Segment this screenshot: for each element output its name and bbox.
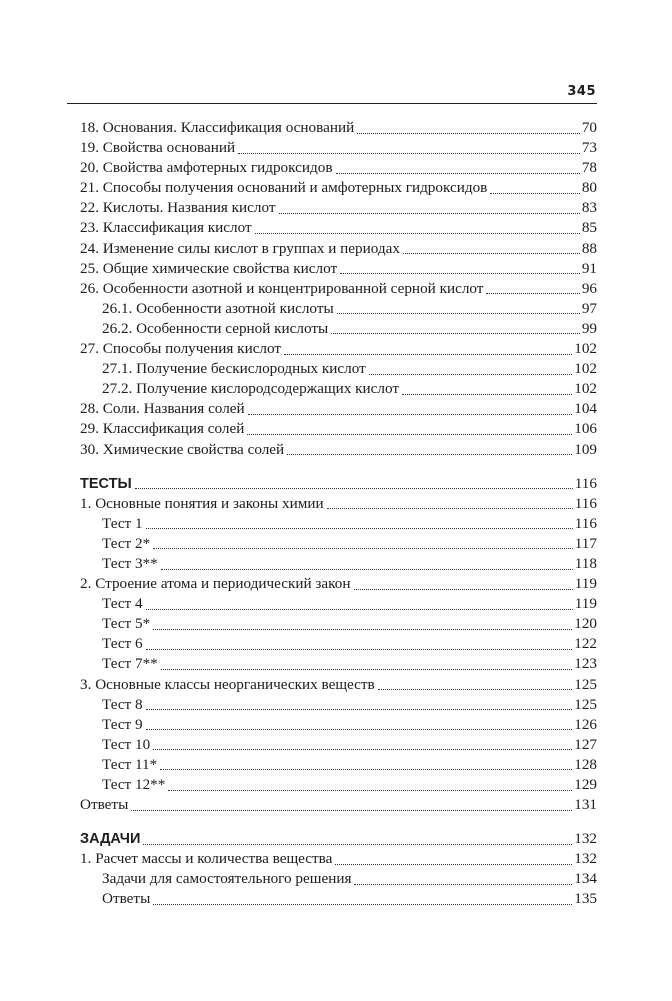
toc-entry-page: 135 bbox=[574, 890, 597, 908]
toc-entry-label: 29. Классификация солей bbox=[80, 420, 245, 438]
toc-entry-page: 78 bbox=[581, 159, 597, 177]
toc-entry[interactable] bbox=[80, 118, 597, 138]
dot-leader bbox=[135, 488, 573, 489]
toc-entry-page: 131 bbox=[574, 796, 597, 814]
toc-entry-page: 104 bbox=[574, 400, 597, 418]
toc-entry-page: 119 bbox=[574, 595, 597, 613]
toc-entry-label: Ответы bbox=[80, 796, 129, 814]
toc-entry-label: ТЕСТЫ bbox=[80, 475, 132, 492]
dot-leader bbox=[168, 790, 572, 791]
dot-leader bbox=[337, 313, 580, 314]
toc-entry[interactable] bbox=[80, 775, 597, 795]
section-gap bbox=[80, 460, 597, 474]
toc-entry-label: 27.2. Получение кислородсодержащих кислот bbox=[102, 380, 400, 398]
toc-entry-label: 26.2. Особенности серной кислоты bbox=[102, 319, 329, 337]
dot-leader bbox=[335, 864, 572, 865]
toc-entry[interactable] bbox=[80, 634, 597, 654]
toc-entry[interactable] bbox=[80, 614, 597, 634]
toc-entry[interactable] bbox=[80, 849, 597, 869]
toc-entry-page: 99 bbox=[581, 319, 597, 337]
toc-entry-page: 118 bbox=[574, 554, 597, 572]
toc-entry-label: 27.1. Получение бескислородных кислот bbox=[102, 360, 366, 378]
header-rule bbox=[67, 103, 597, 104]
toc-entry[interactable] bbox=[80, 654, 597, 674]
dot-leader bbox=[255, 233, 580, 234]
toc-entry-label: 19. Свойства оснований bbox=[80, 139, 236, 157]
toc-entry-label: Тест 11* bbox=[102, 755, 158, 773]
toc-section-heading[interactable] bbox=[80, 829, 597, 849]
toc-section-heading[interactable] bbox=[80, 474, 597, 494]
dot-leader bbox=[354, 589, 573, 590]
toc-entry-page: 97 bbox=[581, 299, 597, 317]
toc-entry-page: 125 bbox=[574, 695, 597, 713]
toc-entry[interactable] bbox=[80, 379, 597, 399]
toc-entry-page: 102 bbox=[574, 340, 597, 358]
toc-entry-page: 106 bbox=[574, 420, 597, 438]
toc-entry-label: Тест 12** bbox=[102, 776, 166, 793]
dot-leader bbox=[248, 414, 573, 415]
dot-leader bbox=[161, 669, 572, 670]
toc-entry[interactable] bbox=[80, 869, 597, 889]
dot-leader bbox=[143, 844, 572, 845]
toc-entry[interactable] bbox=[80, 440, 597, 460]
toc-entry-label: 1. Расчет массы и количества вещества bbox=[80, 850, 333, 868]
toc-entry[interactable] bbox=[80, 715, 597, 735]
toc-entry-label: 25. Общие химические свойства кислот bbox=[80, 259, 338, 277]
dot-leader bbox=[146, 528, 573, 529]
toc-entry-page: 122 bbox=[574, 635, 597, 653]
toc-entry[interactable] bbox=[80, 735, 597, 755]
toc-entry-label: 28. Соли. Названия солей bbox=[80, 400, 245, 418]
toc-entry-label: 22. Кислоты. Названия кислот bbox=[80, 199, 276, 217]
toc-entry-page: 70 bbox=[581, 119, 597, 136]
dot-leader bbox=[160, 769, 572, 770]
toc-entry-label: Задачи для самостоятельного решения bbox=[102, 870, 352, 888]
dot-leader bbox=[146, 709, 573, 710]
toc-entry-page: 116 bbox=[574, 494, 597, 512]
dot-leader bbox=[247, 434, 572, 435]
toc-entry[interactable] bbox=[80, 359, 597, 379]
toc-entry[interactable] bbox=[80, 675, 597, 695]
toc-entry-page: 127 bbox=[574, 735, 597, 753]
toc-entry-page: 73 bbox=[581, 139, 597, 157]
toc-entry[interactable] bbox=[80, 138, 597, 158]
toc-entry[interactable] bbox=[80, 339, 597, 359]
dot-leader bbox=[327, 508, 573, 509]
toc-entry-page: 83 bbox=[581, 199, 597, 217]
toc-entry-page: 85 bbox=[581, 219, 597, 237]
toc-entry-label: 26.1. Особенности азотной кислоты bbox=[102, 299, 334, 317]
toc-entry-page: 126 bbox=[574, 715, 597, 733]
toc-entry[interactable] bbox=[80, 695, 597, 715]
toc-entry-label: 30. Химические свойства солей bbox=[80, 440, 285, 458]
dot-leader bbox=[490, 193, 579, 194]
dot-leader bbox=[357, 133, 580, 134]
toc-entry[interactable] bbox=[80, 419, 597, 439]
toc-entry[interactable] bbox=[80, 534, 597, 554]
toc-entry-label: 26. Особенности азотной и концентрированной серной кислот bbox=[80, 279, 484, 297]
toc-entry-label: Тест 7** bbox=[102, 655, 158, 673]
toc-entry[interactable] bbox=[80, 399, 597, 419]
toc-entry[interactable] bbox=[80, 259, 597, 279]
toc-entry[interactable] bbox=[80, 514, 597, 534]
toc-entry-label: Тест 10 bbox=[102, 735, 151, 753]
dot-leader bbox=[369, 374, 572, 375]
dot-leader bbox=[331, 333, 580, 334]
toc-entry-label: Тест 3** bbox=[102, 554, 158, 572]
dot-leader bbox=[146, 649, 573, 650]
toc-entry[interactable] bbox=[80, 178, 597, 198]
table-of-contents bbox=[80, 118, 597, 910]
dot-leader bbox=[336, 173, 580, 174]
toc-entry[interactable] bbox=[80, 574, 597, 594]
toc-entry-page: 125 bbox=[574, 675, 597, 693]
toc-entry-page: 102 bbox=[574, 360, 597, 378]
toc-entry[interactable] bbox=[80, 299, 597, 319]
toc-entry-page: 102 bbox=[574, 380, 597, 398]
toc-entry-label: Тест 2* bbox=[102, 534, 151, 552]
toc-entry[interactable] bbox=[80, 795, 597, 815]
dot-leader bbox=[486, 293, 579, 294]
dot-leader bbox=[378, 689, 573, 690]
toc-entry-page: 120 bbox=[574, 615, 597, 633]
dot-leader bbox=[153, 749, 572, 750]
toc-entry[interactable] bbox=[80, 594, 597, 614]
toc-entry-page: 116 bbox=[574, 514, 597, 532]
toc-entry-page: 132 bbox=[574, 850, 597, 868]
toc-entry-label: 23. Классификация кислот bbox=[80, 219, 252, 237]
dot-leader bbox=[146, 729, 573, 730]
dot-leader bbox=[153, 904, 572, 905]
toc-entry-label: Тест 8 bbox=[102, 695, 143, 713]
toc-entry-page: 116 bbox=[574, 474, 597, 492]
dot-leader bbox=[146, 609, 573, 610]
dot-leader bbox=[153, 548, 573, 549]
toc-entry-label: Тест 9 bbox=[102, 715, 143, 733]
toc-entry[interactable] bbox=[80, 755, 597, 775]
dot-leader bbox=[287, 454, 572, 455]
page-number: 345 bbox=[567, 84, 596, 99]
toc-entry-label: Тест 5* bbox=[102, 615, 151, 633]
toc-entry[interactable] bbox=[80, 494, 597, 514]
dot-leader bbox=[153, 629, 572, 630]
toc-entry-page: 119 bbox=[574, 575, 597, 593]
toc-entry-page: 91 bbox=[581, 259, 597, 277]
toc-entry[interactable] bbox=[80, 319, 597, 339]
toc-entry[interactable] bbox=[80, 889, 597, 909]
dot-leader bbox=[161, 569, 573, 570]
toc-entry-label: Тест 6 bbox=[102, 635, 143, 653]
toc-entry-label: 20. Свойства амфотерных гидроксидов bbox=[80, 159, 333, 177]
dot-leader bbox=[238, 153, 580, 154]
toc-entry[interactable] bbox=[80, 554, 597, 574]
toc-entry-label: 2. Строение атома и периодический закон bbox=[80, 575, 351, 593]
toc-entry-label: Ответы bbox=[102, 890, 151, 908]
toc-entry-page: 132 bbox=[574, 830, 597, 848]
toc-entry[interactable] bbox=[80, 218, 597, 238]
toc-entry-label: 18. Основания. Классификация оснований bbox=[80, 119, 355, 136]
dot-leader bbox=[340, 273, 580, 274]
toc-entry-label: 27. Способы получения кислот bbox=[80, 340, 282, 358]
toc-entry-page: 134 bbox=[574, 870, 597, 888]
toc-entry-label: Тест 1 bbox=[102, 514, 143, 532]
toc-entry-label: 21. Способы получения оснований и амфотерных гидроксидов bbox=[80, 179, 488, 197]
toc-entry-page: 123 bbox=[574, 655, 597, 673]
dot-leader bbox=[403, 253, 580, 254]
dot-leader bbox=[354, 884, 572, 885]
toc-entry[interactable] bbox=[80, 198, 597, 218]
toc-entry-page: 96 bbox=[581, 279, 597, 297]
dot-leader bbox=[131, 810, 572, 811]
toc-entry-page: 80 bbox=[581, 179, 597, 197]
toc-entry-label: ЗАДАЧИ bbox=[80, 831, 141, 848]
toc-entry-label: 3. Основные классы неорганических веществ bbox=[80, 675, 375, 693]
toc-entry-label: 1. Основные понятия и законы химии bbox=[80, 494, 324, 512]
toc-entry-page: 129 bbox=[574, 776, 597, 793]
toc-entry-page: 109 bbox=[574, 440, 597, 458]
dot-leader bbox=[284, 354, 572, 355]
toc-entry-page: 117 bbox=[574, 534, 597, 552]
toc-entry-label: 24. Изменение силы кислот в группах и периодах bbox=[80, 239, 400, 257]
toc-entry[interactable] bbox=[80, 279, 597, 299]
dot-leader bbox=[279, 213, 580, 214]
toc-entry[interactable] bbox=[80, 239, 597, 259]
section-gap bbox=[80, 815, 597, 829]
toc-entry-page: 88 bbox=[581, 239, 597, 257]
toc-entry[interactable] bbox=[80, 158, 597, 178]
toc-entry-label: Тест 4 bbox=[102, 595, 143, 613]
toc-entry-page: 128 bbox=[574, 755, 597, 773]
dot-leader bbox=[402, 394, 572, 395]
